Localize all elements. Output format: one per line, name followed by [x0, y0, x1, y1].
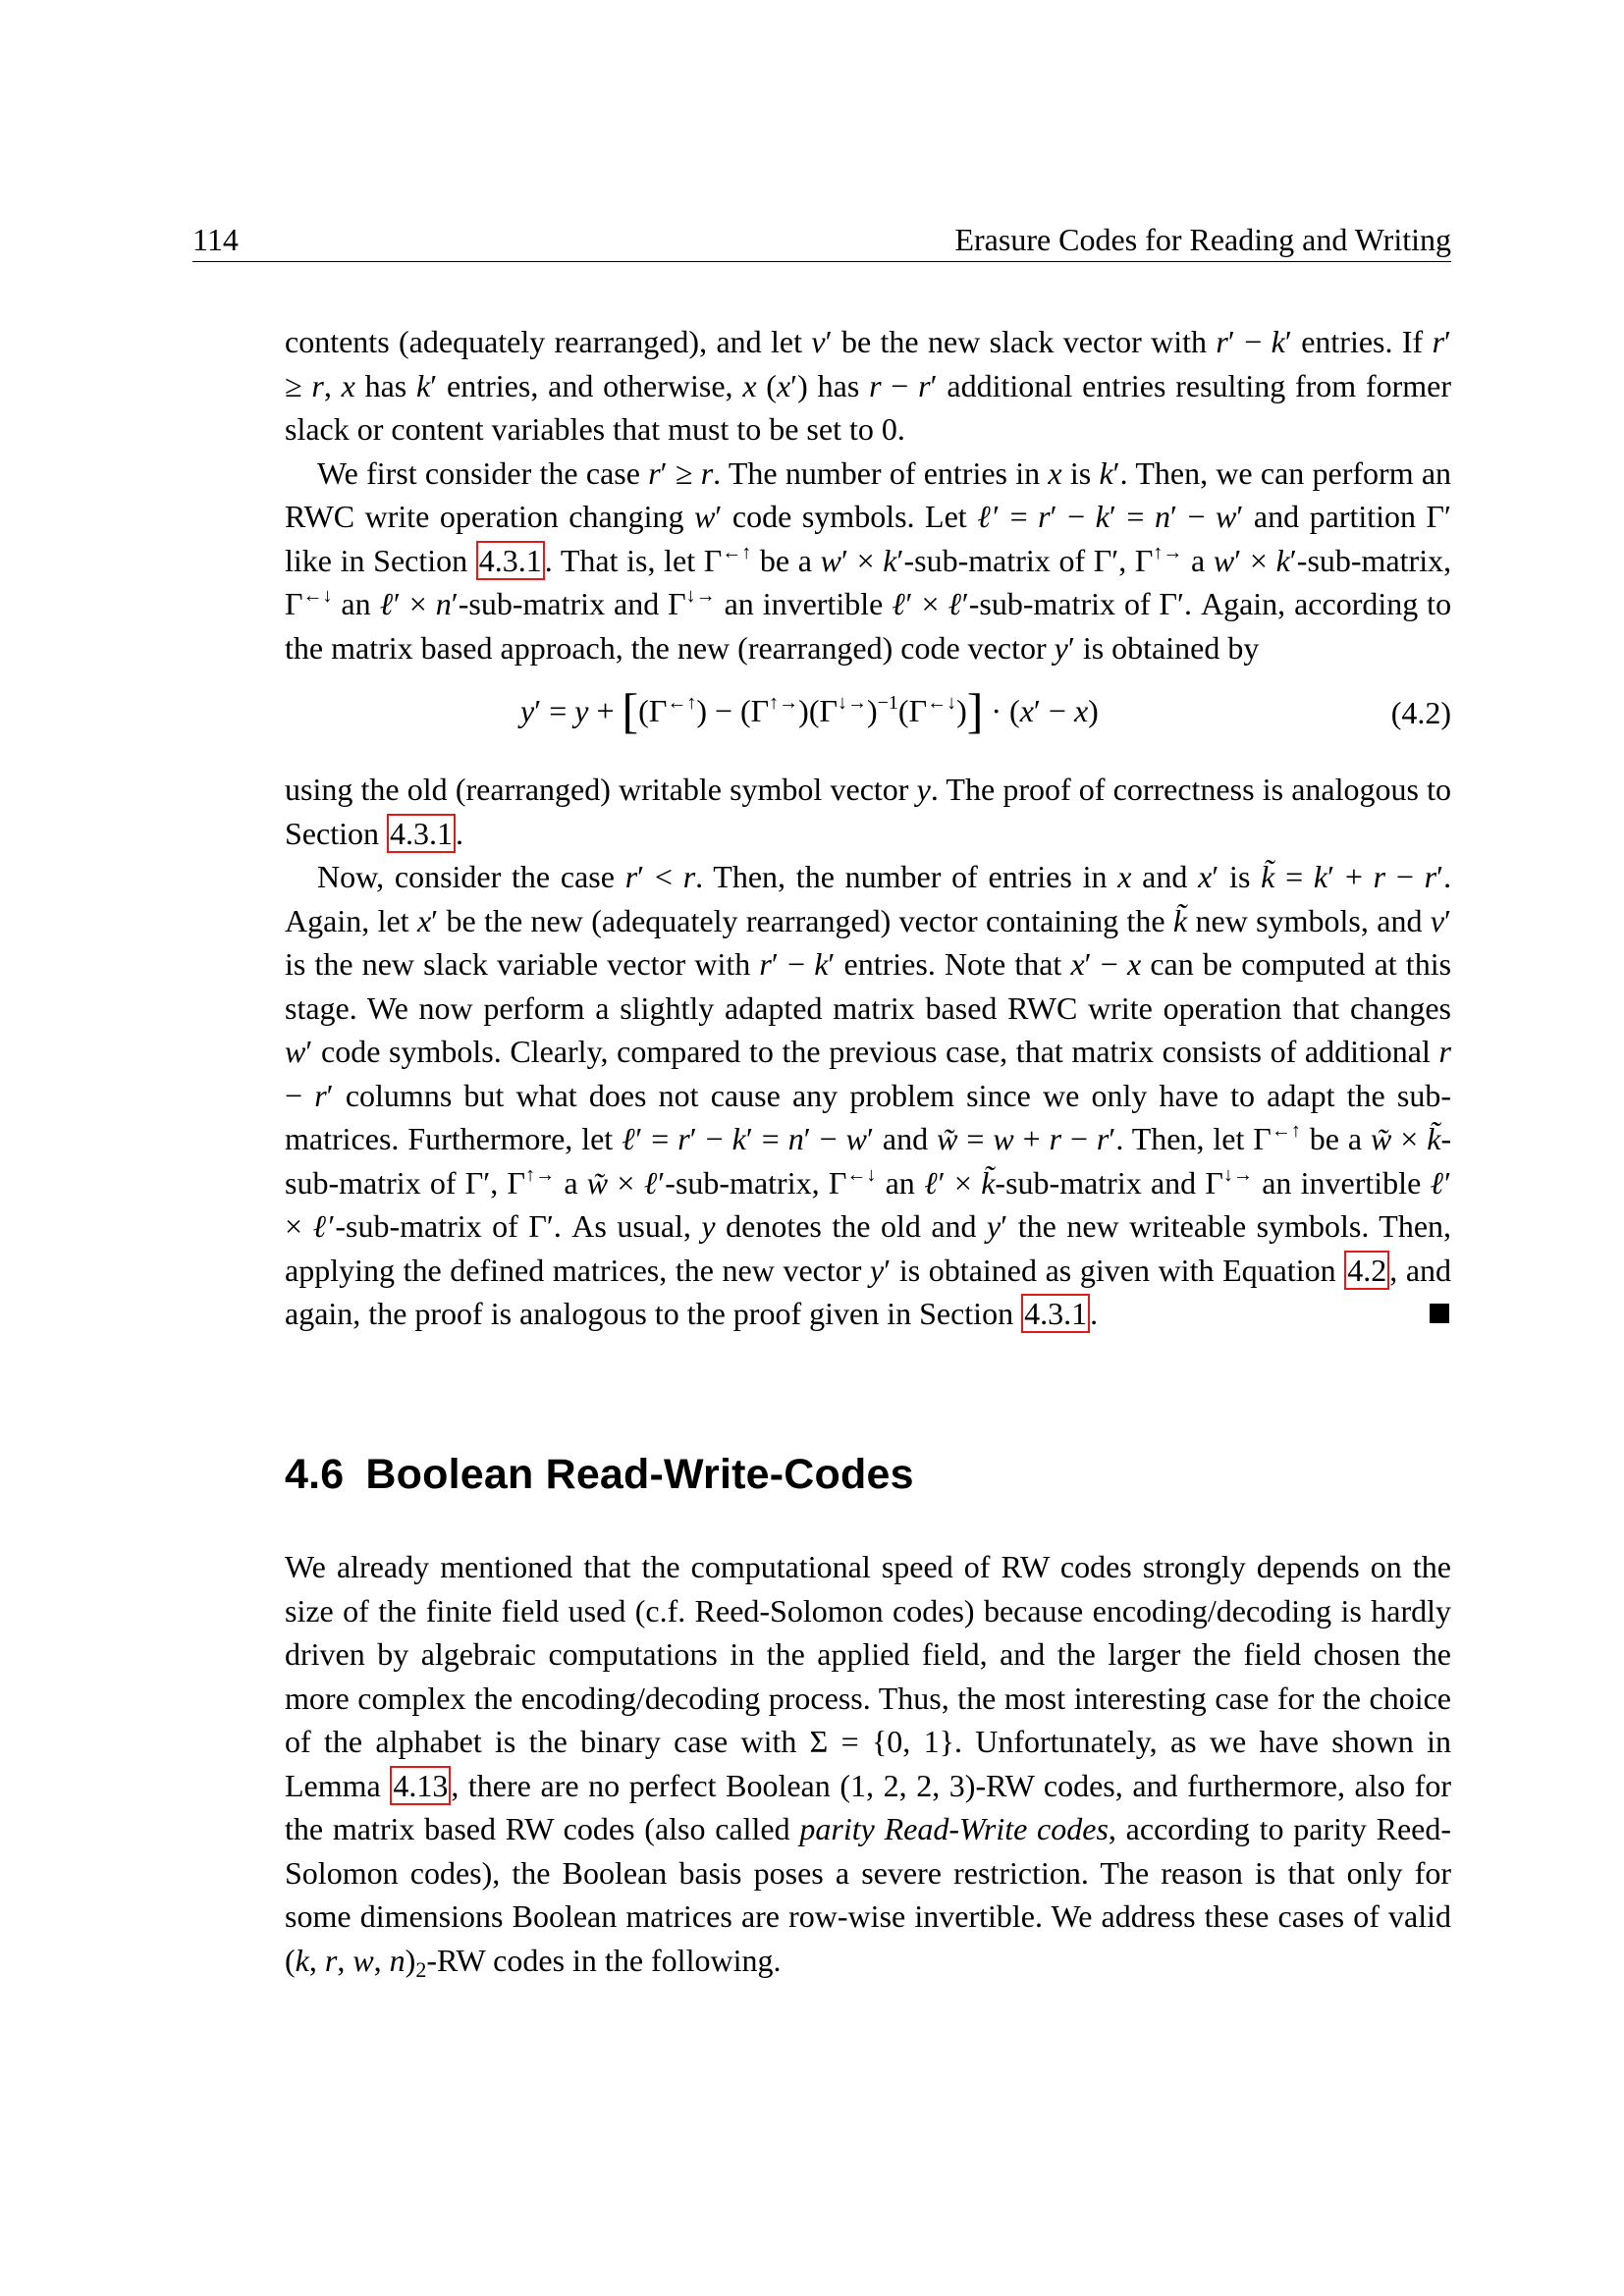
qed-symbol	[1430, 1304, 1449, 1323]
running-title: Erasure Codes for Reading and Writing	[954, 222, 1451, 257]
section-text	[285, 1545, 1451, 1982]
ref-section-4-3-1[interactable]: 4.3.1	[387, 814, 456, 853]
paragraph: contents (adequately rearranged), and let v′ be the new slack vector with r′ − k′ entries. If r′ ≥ r, x has k′ entries, and otherwise, x (x′) has r − r′ additional entries resulting from former slack or content variables that must to be set to 0.	[285, 324, 1452, 447]
section-heading	[285, 1451, 914, 1499]
paragraph: using the old (rearranged) writable symbol vector y. The proof of correctness is analogous to Section 4.3.1.	[285, 772, 1452, 851]
ref-equation-4-2[interactable]: 4.2	[1344, 1251, 1389, 1290]
equation-body: $y' = y + [(\Gamma^{\leftarrow↑}) - (\Gamma^{↑\to})(\Gamma^{↓\to})^{-1}(\Gamma^{\leftarrow↓})] \cdot (x' - x)$	[520, 683, 1099, 738]
equation-number: (4.2)	[1390, 695, 1451, 730]
running-header	[192, 218, 1451, 262]
section-number: 4.6	[285, 1451, 345, 1498]
paragraph: Now, consider the case r′ < r. Then, the number of entries in x and x′ is k̃ = k′ + r − r′. Again, let x′ be the new (adequately rearranged) vector containing the k̃ new symbols, and v′ is the new slack variable vector with r′ − k′ entries. Note that x′ − x can be computed at this stage. We now perform a slightly adapted matrix based RWC write operation that changes w′ code symbols. Clearly, compared to the previous case, that matrix consists of additional r − r′ columns but what does not cause any problem since we only have to adapt the sub-matrices. Furthermore, let ℓ′ = r′ − k′ = n′ − w′ and w̃ = w + r − r′. Then, let Γ←↑ be a w̃ × k̃-sub-matrix of Γ′, Γ↑→ a w̃ × ℓ′-sub-matrix, Γ←↓ an ℓ′ × k̃-sub-matrix and Γ↓→ an invertible ℓ′ × ℓ′-sub-matrix of Γ′. As usual, y denotes the old and y′ the new writeable symbols. Then, applying the defined matrices, the new vector y′ is obtained as given with Equation 4.2, and again, the proof is analogous to the proof given in Section 4.3.1.	[285, 859, 1452, 1331]
ref-section-4-3-1[interactable]: 4.3.1	[1021, 1294, 1090, 1333]
ref-lemma-4-13[interactable]: 4.13	[390, 1766, 451, 1805]
page-number: 114	[192, 222, 239, 257]
ref-section-4-3-1[interactable]: 4.3.1	[476, 541, 545, 580]
proof-text	[285, 320, 1451, 1336]
paragraph: We first consider the case r′ ≥ r. The number of entries in x is k′. Then, we can perform an RWC write operation changing w′ code symbols. Let ℓ′ = r′ − k′ = n′ − w′ and partition Γ′ like in Section 4.3.1. That is, let Γ←↑ be a w′ × k′-sub-matrix of Γ′, Γ↑→ a w′ × k′-sub-matrix, Γ←↓ an ℓ′ × n′-sub-matrix and Γ↓→ an invertible ℓ′ × ℓ′-sub-matrix of Γ′. Again, according to the matrix based approach, the new (rearranged) code vector y′ is obtained by	[285, 454, 1452, 666]
emphasis-parity-rw: parity Read-Write codes	[799, 1811, 1109, 1846]
section-title-text: Boolean Read-Write-Codes	[365, 1451, 914, 1498]
paragraph: We already mentioned that the computational speed of RW codes strongly depends on the size of the finite field used (c.f. Reed-Solomon codes) because encoding/decoding is hardly driven by algebraic computations in the applied field, and the larger the field chosen the more complex the encoding/decoding process. Thus, the most interesting case for the choice of the alphabet is the binary case with Σ = {0, 1}. Unfortunately, as we have shown in Lemma 4.13, there are no perfect Boolean (1, 2, 2, 3)-RW codes, and furthermore, also for the matrix based RW codes (also called parity Read-Write codes, according to parity Reed-Solomon codes), the Boolean basis poses a severe restriction. The reason is that only for some dimensions Boolean matrices are row-wise invertible. We address these cases of valid (k, r, w, $n)_2-RW$ codes in the following.	[285, 1549, 1452, 1982]
equation-4-2	[285, 671, 1451, 760]
